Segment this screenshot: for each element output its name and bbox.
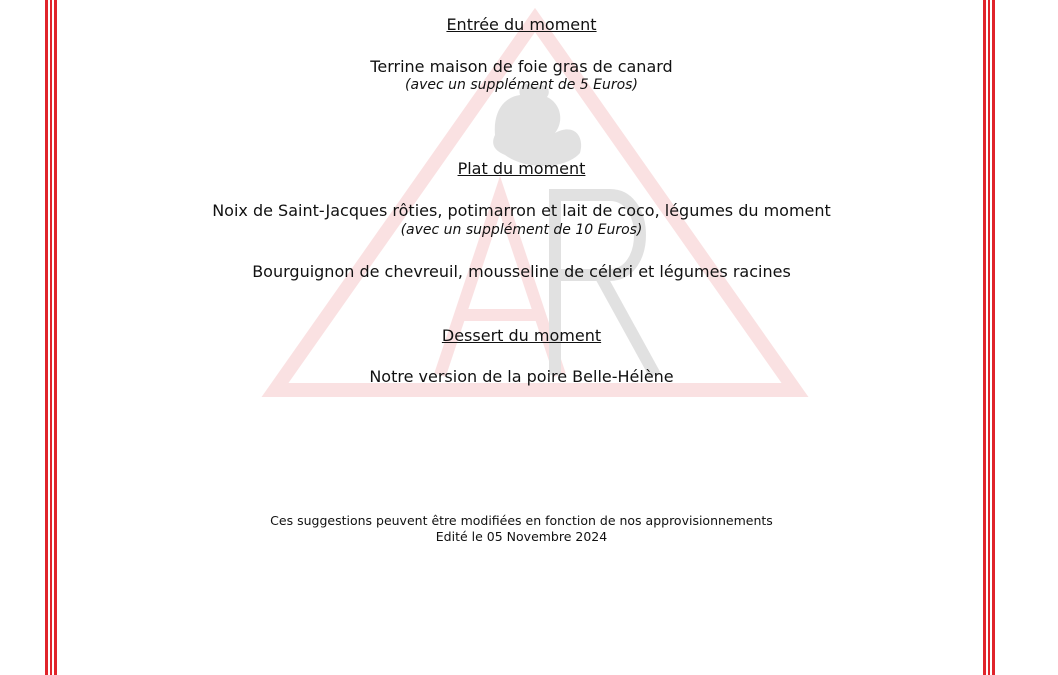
entree-section-title: Entrée du moment <box>446 15 597 34</box>
plat-section-title: Plat du moment <box>457 159 586 178</box>
entree-dish: Terrine maison de foie gras de canard <box>370 57 673 76</box>
left-decorative-border <box>45 0 57 675</box>
plat-dish-2: Bourguignon de chevreuil, mousseline de céleri et légumes racines <box>252 262 791 281</box>
right-decorative-border <box>983 0 995 675</box>
dessert-section-title: Dessert du moment <box>441 326 602 345</box>
plat-supplement-note: (avec un supplément de 10 Euros) <box>400 222 643 238</box>
entree-supplement-note: (avec un supplément de 5 Euros) <box>405 77 638 93</box>
footer-edition-date: Edité le 05 Novembre 2024 <box>435 529 608 544</box>
dessert-dish: Notre version de la poire Belle-Hélène <box>369 367 674 386</box>
plat-dish-1: Noix de Saint-Jacques rôties, potimarron et lait de coco, légumes du moment <box>212 201 831 220</box>
footer-disclaimer: Ces suggestions peuvent être modifiées en fonction de nos approvisionnements <box>270 513 773 528</box>
